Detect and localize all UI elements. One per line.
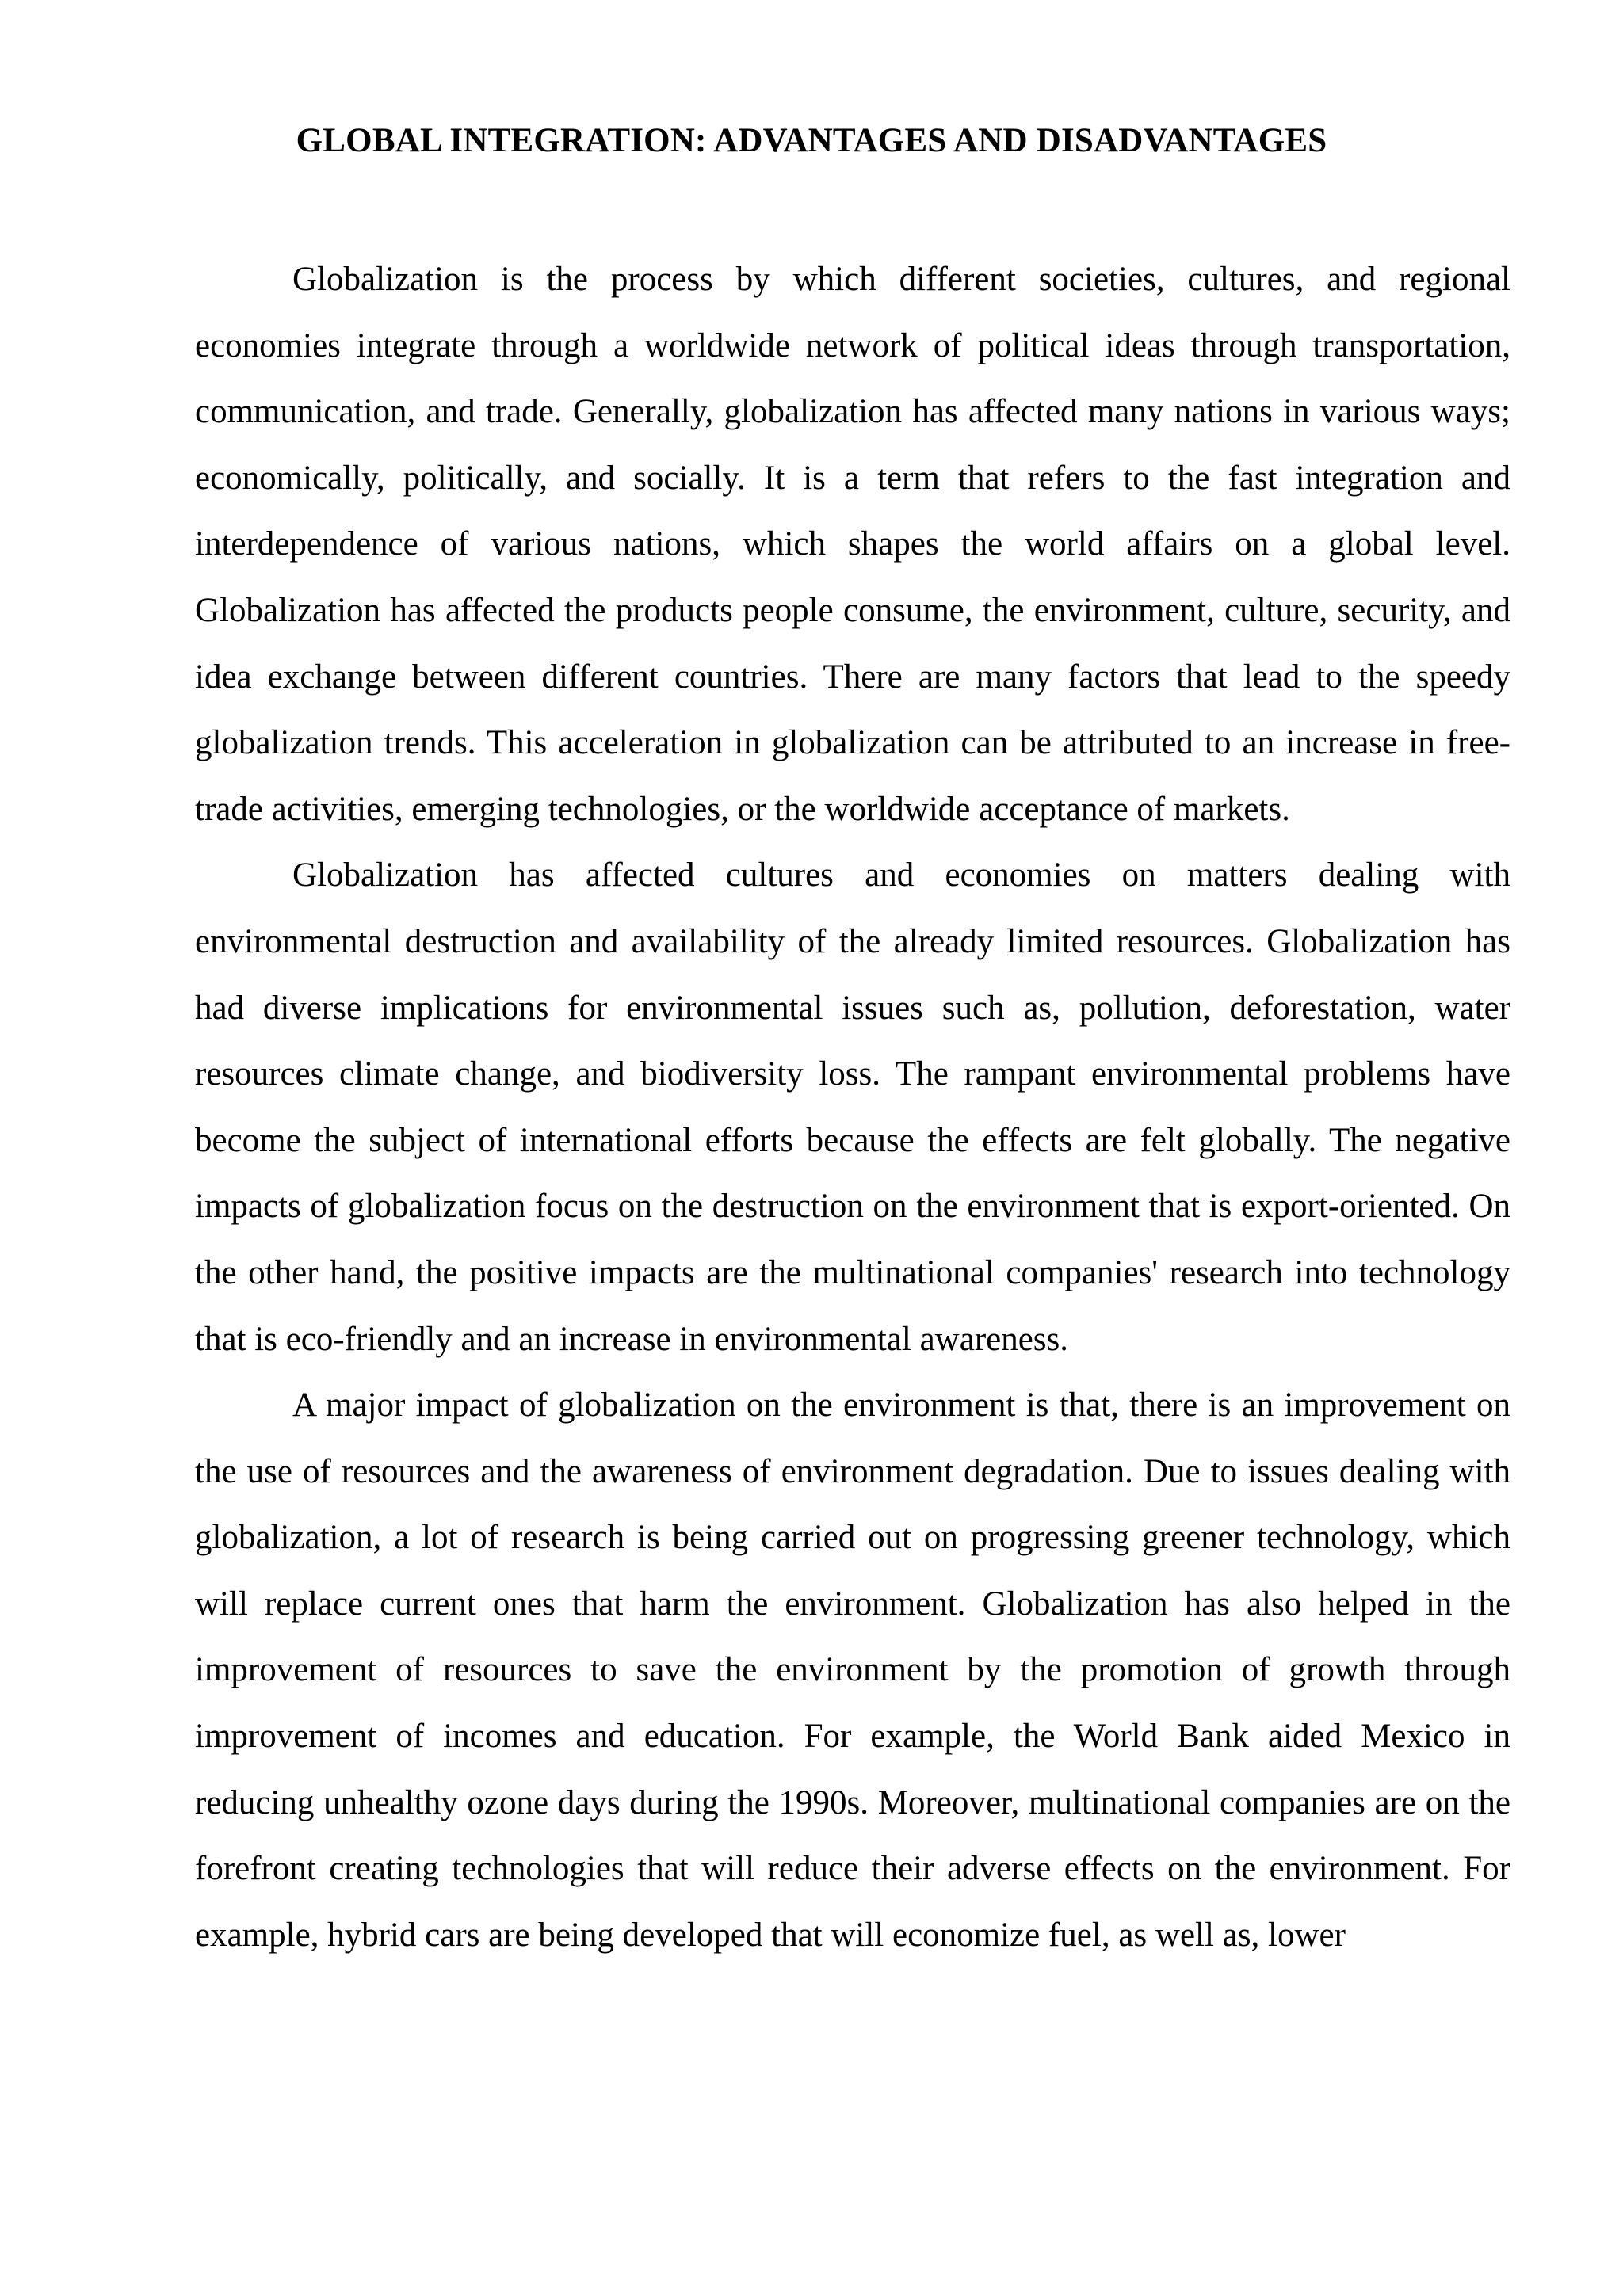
document-body [195, 246, 1510, 1968]
paragraph-1: Globalization is the process by which different societies, cultures, and regional economies integrate through a worldwide network of political ideas through transportation, communication, and trade. Generally, globalization has affected many nations in various ways; economically, politically, and socially. It is a term that refers to the fast integration and interdependence of various nations, which shapes the world affairs on a global level. Globalization has affected the products people consume, the environment, culture, security, and idea exchange between different countries. There are many factors that lead to the speedy globalization trends. This acceleration in globalization can be attributed to an increase in free-trade activities, emerging technologies, or the worldwide acceptance of markets. [195, 261, 1510, 828]
document-title: GLOBAL INTEGRATION: ADVANTAGES AND DISADVANTAGES [296, 122, 1327, 159]
paragraph-2: Globalization has affected cultures and economies on matters dealing with environmental destruction and availability of the already limited resources. Globalization has had diverse implications for environmental issues such as, pollution, deforestation, water resources climate change, and biodiversity loss. The rampant environmental problems have become the subject of international efforts because the effects are felt globally. The negative impacts of globalization focus on the destruction on the environment that is export-oriented. On the other hand, the positive impacts are the multinational companies' research into technology that is eco-friendly and an increase in environmental awareness. [195, 856, 1510, 1358]
paragraph-3: A major impact of globalization on the environment is that, there is an improvement on the use of resources and the awareness of environment degradation. Due to issues dealing with globalization, a lot of research is being carried out on progressing greener technology, which will replace current ones that harm the environment. Globalization has also helped in the improvement of resources to save the environment by the promotion of growth through improvement of incomes and education. For example, the World Bank aided Mexico in reducing unhealthy ozone days during the 1990s. Moreover, multinational companies are on the forefront creating technologies that will reduce their adverse effects on the environment. For example, hybrid cars are being developed that will economize fuel, as well as, lower [195, 1386, 1510, 1954]
